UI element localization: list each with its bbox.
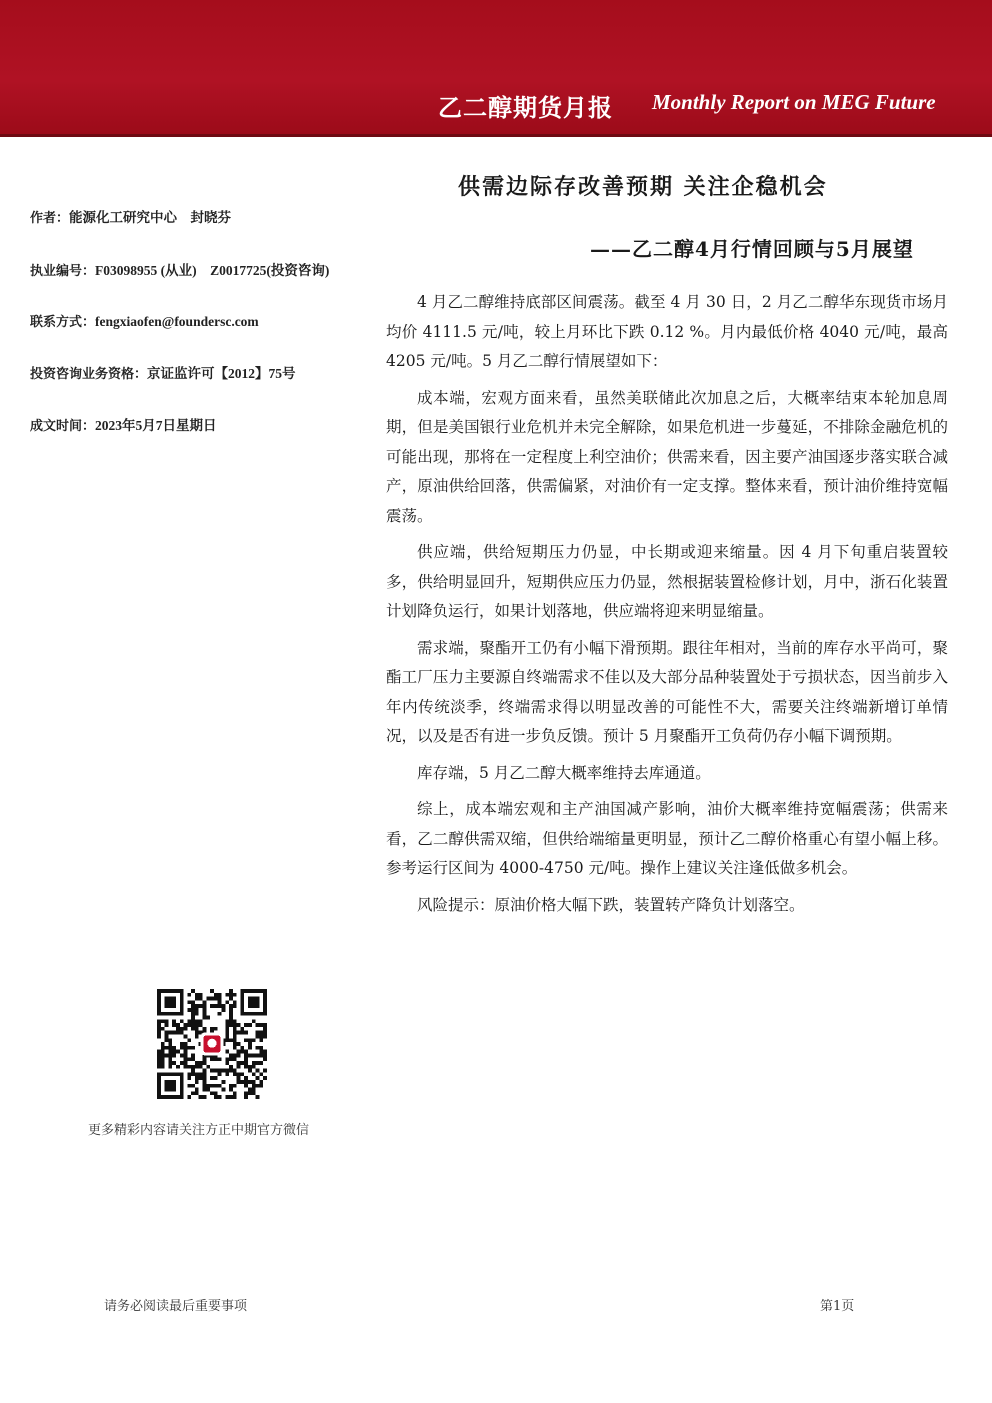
report-title-cn: 乙二醇期货月报 xyxy=(438,94,613,122)
paragraph-risk: 风险提示：原油价格大幅下跌，装置转产降负计划落空。 xyxy=(417,895,805,914)
qr-code-icon[interactable] xyxy=(157,989,267,1099)
article-subtitle: ——乙二醇4月行情回顾与5月展望 xyxy=(590,237,914,261)
meta-contact xyxy=(30,311,259,330)
header-divider xyxy=(0,134,992,137)
meta-license-label: 执业编号： xyxy=(30,264,96,279)
meta-qualification-value: 京证监许可【2012】75号 xyxy=(147,366,296,381)
meta-qualification xyxy=(30,362,296,382)
meta-date-label: 成文时间： xyxy=(30,419,96,434)
paragraph-cost: 成本端，宏观方面来看，虽然美联储此次加息之后，大概率结束本轮加息周期，但是美国银行业危机并未完全解除，如果危机进一步蔓延，不排除金融危机的可能出现，那将在一定程度上利空油价；供需来看，因主要产油国逐步落实联合减产，原油供给回落，供需偏紧，对油价有一定支撑。整体来看，预计油价维持宽幅震荡。 xyxy=(386,388,948,525)
page-number: 第1页 xyxy=(820,1299,855,1314)
meta-license xyxy=(30,259,329,279)
paragraph-overview: 4 月乙二醇维持底部区间震荡。截至 4 月 30 日，2 月乙二醇华东现货市场月均价 4111.5 元/吨，较上月环比下跌 0.12 %。月内最低价格 4040 元/吨，最高 4205 元/吨。5 月乙二醇行情展望如下： xyxy=(386,293,948,370)
meta-license-value: F03098955 (从业) Z0017725(投资咨询) xyxy=(95,263,330,278)
meta-date xyxy=(30,414,217,434)
meta-author xyxy=(30,206,231,226)
report-title-en: Monthly Report on MEG Future xyxy=(652,90,936,114)
paragraph-summary: 综上，成本端宏观和主产油国减产影响，油价大概率维持宽幅震荡；供需来看，乙二醇供需双缩，但供给端缩量更明显，预计乙二醇价格重心有望小幅上移。参考运行区间为 4000-4750 元/吨。操作上建议关注逢低做多机会。 xyxy=(386,800,948,877)
meta-author-value: 能源化工研究中心 封晓芬 xyxy=(69,210,232,225)
footer-notice: 请务必阅读最后重要事项 xyxy=(104,1299,248,1314)
meta-contact-label: 联系方式： xyxy=(30,315,96,330)
meta-contact-value[interactable]: fengxiaofen@foundersc.com xyxy=(95,314,259,329)
article-body xyxy=(386,288,948,927)
paragraph-demand: 需求端，聚酯开工仍有小幅下滑预期。跟往年相对，当前的库存水平尚可，聚酯工厂压力主要源自终端需求不佳以及大部分品种装置处于亏损状态，因当前步入年内传统淡季，终端需求得以明显改善的可能性不大，需要关注终端新增订单情况，以及是否有进一步负反馈。预计 5 月聚酯开工负荷仍存小幅下调预期。 xyxy=(386,638,948,745)
paragraph-inventory: 库存端，5 月乙二醇大概率维持去库通道。 xyxy=(417,763,711,782)
qr-caption: 更多精彩内容请关注方正中期官方微信 xyxy=(88,1123,310,1138)
meta-author-label: 作者： xyxy=(30,211,70,226)
meta-date-value: 2023年5月7日星期日 xyxy=(95,418,217,433)
article-title: 供需边际存改善预期 关注企稳机会 xyxy=(458,174,828,200)
meta-qualification-label: 投资咨询业务资格： xyxy=(30,367,148,382)
paragraph-supply: 供应端，供给短期压力仍显，中长期或迎来缩量。因 4 月下旬重启装置较多，供给明显回升，短期供应压力仍显，然根据装置检修计划，月中，浙石化装置计划降负运行，如果计划落地，供应端将迎来明显缩量。 xyxy=(386,543,948,620)
